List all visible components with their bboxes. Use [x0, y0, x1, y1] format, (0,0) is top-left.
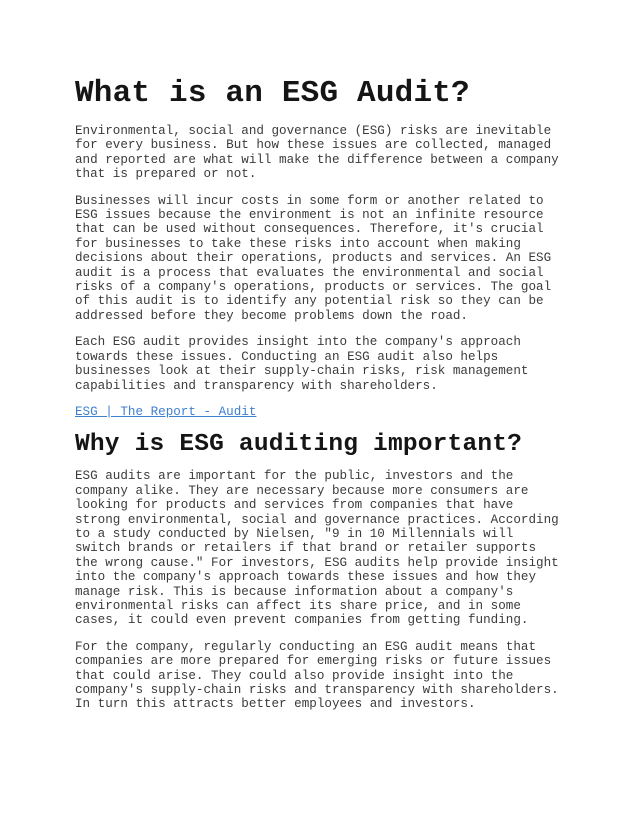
paragraph-insight: Each ESG audit provides insight into the company's approach towards these issues. Conducting an ESG audit also helps businesses look at their supply-chain risks, risk management capabilities and transparency with shareholders. — [75, 335, 529, 393]
heading-what-is-esg-audit: What is an ESG Audit? — [75, 76, 470, 111]
document-content — [75, 76, 575, 724]
paragraph-importance: ESG audits are important for the public, investors and the company alike. They are necessary because more consumers are looking for products and services from companies that have strong environmental, social and governance practices. According to a study conducted by Nielsen, "9 in 10 Millennials will switch brands or retailers if that brand or retailer supports the wrong cause." For investors, ESG audits help provide insight into the company's approach towards these issues and how they manage risk. This is because information about a company's environmental risks can affect its share price, and in some cases, it could even prevent companies from getting funding. — [75, 469, 559, 628]
reference-link-line — [75, 405, 575, 419]
paragraph-company-benefits: For the company, regularly conducting an ESG audit means that companies are more prepared for emerging risks or future issues that could arise. They could also provide insight into the company's supply-chain risks and transparency with shareholders. In turn this attracts better employees and investors. — [75, 639, 559, 712]
heading-why-esg-auditing-important: Why is ESG auditing important? — [75, 431, 523, 459]
esg-report-audit-link[interactable]: ESG | The Report - Audit — [75, 404, 257, 419]
paragraph-intro: Environmental, social and governance (ESG) risks are inevitable for every business. But how these issues are collected, managed and reported are what will make the difference between a company that is prepared or not. — [75, 124, 559, 182]
paragraph-costs: Businesses will incur costs in some form or another related to ESG issues because the environment is not an infinite resource that can be used without consequences. Therefore, it's crucial for businesses to take these risks into account when making decisions about their operations, products and services. An ESG audit is a process that evaluates the environmental and social risks of a company's operations, products or services. The goal of this audit is to identify any potential risk so they can be addressed before they become problems down the road. — [75, 193, 552, 323]
